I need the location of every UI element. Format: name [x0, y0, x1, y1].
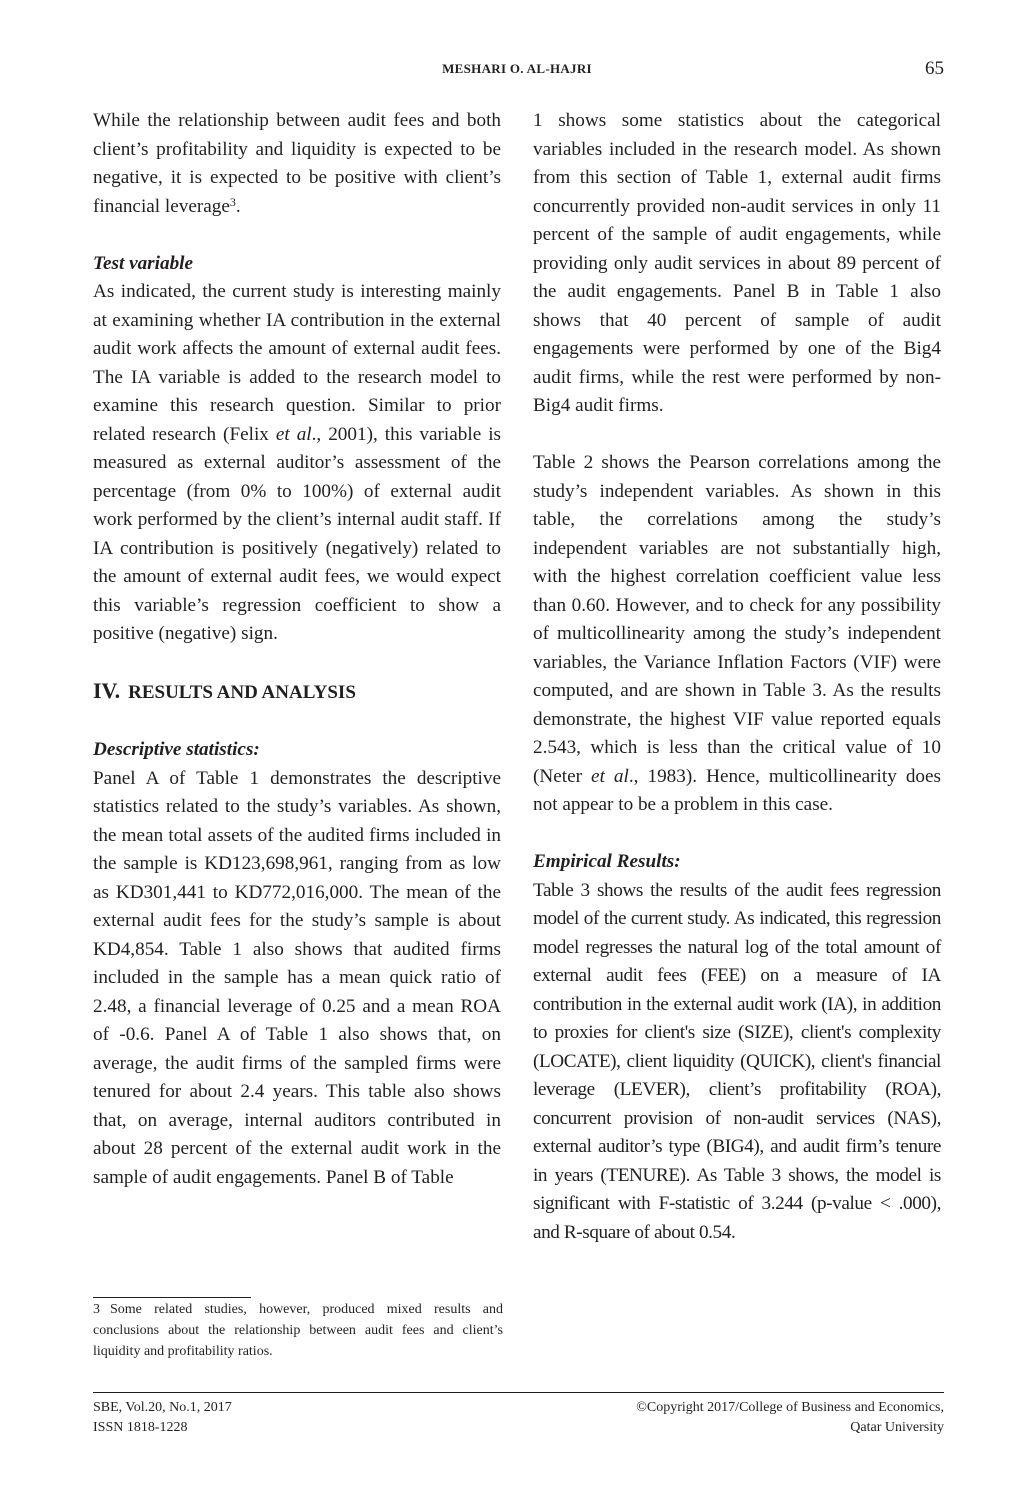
journal-info: SBE, Vol.20, No.1, 2017 [93, 1400, 232, 1415]
paragraph-text: As indicated, the current study is interesting mainly at examining whether IA contribution in the external audit work affects the amount of external audit fees. The IA variable is added to the research model to examine this research question. Similar to prior related research (Felix [93, 281, 501, 445]
left-column [93, 107, 501, 1192]
issn: ISSN 1818-1228 [93, 1420, 188, 1435]
running-head: MESHARI O. AL-HAJRI [442, 61, 592, 76]
paragraph-text: While the relationship between audit fees and both client’s profitability and liquidity is expected to be negative, it is expected to be positive with client’s financial leverage [93, 110, 501, 217]
paragraph: Table 3 shows the results of the audit fees regression model of the current study. As indicated, this regression model regresses the natural log of the total amount of external audit fees (FEE) on a measure of IA contribution in the external audit work (IA), in addition to proxies for client's size (SIZE), client's complexity (LOCATE), client liquidity (QUICK), client's financial leverage (LEVER), client’s profitability (ROA), concurrent provision of non-audit services (NAS), external auditor’s type (BIG4), and audit firm’s tenure in years (TENURE). As Table 3 shows, the model is significant with F-statistic of 3.244 (p-value < .000), and R-square of about 0.54. [533, 879, 941, 1243]
footnote-rule [93, 1297, 251, 1298]
footnote [93, 1299, 503, 1362]
citation-etal: et al [275, 423, 312, 445]
university: Qatar University [850, 1420, 944, 1435]
paragraph-text: ., 1983). Hence, multicollinearity does not appear to be a problem in this case. [533, 765, 942, 815]
paragraph-end: . [235, 195, 241, 217]
paragraph [93, 278, 501, 649]
paragraph-text: Table 2 shows the Pearson correlations among the study’s independent variables. As shown in this table, the correlations among the study’s independent variables are not substantially high, with the highest correlation coefficient value less than 0.60. However, and to check for any possibility of multicollinearity among the study’s independent variables, the Variance Inflation Factors (VIF) were computed, and are shown in Table 3. As the results demonstrate, the highest VIF value reported equals 2.543, which is less than the critical value of 10 (Neter [533, 452, 941, 787]
footnote-reference: 3 [229, 194, 236, 209]
subsection-heading: Test variable [93, 252, 194, 274]
section-title: RESULTS AND ANALYSIS [128, 682, 356, 703]
paragraph: 1 shows some statistics about the categorical variables included in the research model. As shown from this section of Table 1, external audit firms concurrently provided non-audit services in only 11 percent of the sample of audit engagements, while providing only audit services in about 89 percent of the audit engagements. Panel B in Table 1 also shows that 40 percent of sample of audit engagements were performed by one of the Big4 audit firms, while the rest were performed by non-Big4 audit firms. [533, 110, 941, 416]
subsection-heading: Descriptive statistics: [93, 739, 260, 760]
footer-left [93, 1398, 232, 1438]
paragraph [533, 449, 941, 820]
page-number: 65 [925, 58, 944, 79]
footnote-text: Some related studies, however, produced mixed results and conclusions about the relationship between audit fees and client’s liquidity and profitability ratios. [93, 1302, 503, 1359]
copyright: ©Copyright 2017/College of Business and Economics, [636, 1400, 944, 1415]
footnote-marker: 3 [93, 1302, 100, 1317]
footer-rule [93, 1392, 944, 1393]
section-heading [93, 677, 501, 708]
right-column [533, 107, 941, 1247]
paragraph: Panel A of Table 1 demonstrates the descriptive statistics related to the study’s variables. As shown, the mean total assets of the audited firms included in the sample is KD123,698,961, ranging from as low as KD301,441 to KD772,016,000. The mean of the external audit fees for the study’s sample is about KD4,854. Table 1 also shows that audited firms included in the sample has a mean quick ratio of 2.48, a financial leverage of 0.25 and a mean ROA of -0.6. Panel A of Table 1 also shows that, on average, the audit firms of the sampled firms were tenured for about 2.4 years. This table also shows that, on average, internal auditors contributed in about 28 percent of the external audit work in the sample of audit engagements. Panel B of Table [93, 767, 501, 1188]
paragraph-text: ., 2001), this variable is measured as external auditor’s assessment of the percentage (from 0% to 100%) of external audit work performed by the client’s internal audit staff. If IA contribution is positively (negatively) related to the amount of external audit fees, we would expect this variable’s regression coefficient to show a positive (negative) sign. [93, 423, 501, 644]
footer-right [636, 1398, 944, 1438]
paragraph [93, 107, 501, 221]
section-number: IV. [93, 678, 121, 703]
citation-etal: et al [591, 765, 629, 787]
subsection-heading: Empirical Results: [533, 851, 681, 872]
